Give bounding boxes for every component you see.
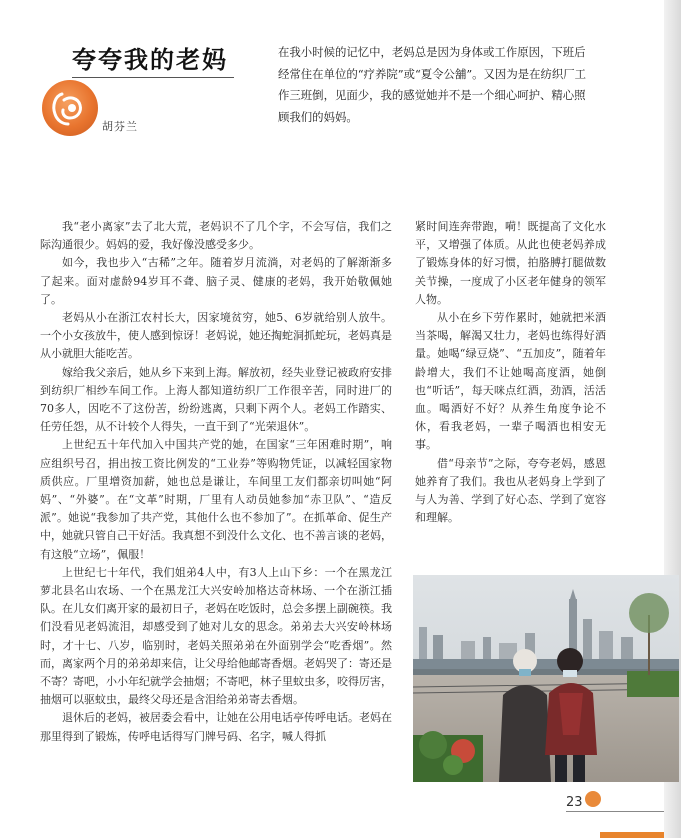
title-underline: [72, 77, 234, 78]
paragraph: 从小在乡下劳作累时，她就把米酒当茶喝，解渴又壮力，老妈也练得好酒量。她喝“绿豆烧”、“五加皮”，随着年龄增大，我们不让她喝高度酒，她倒也“听话”，每天咪点红酒，劲酒，活活血。喝酒好不好？从养生角度争论不休，看我老妈，一辈子喝酒也相安无事。: [415, 311, 606, 452]
paragraph: 如今，我也步入“古稀”之年。随着岁月流淌，对老妈的了解渐渐多了起来。面对虚龄94岁耳不聋、脑子灵、健康的老妈，我开始敬佩她了。: [40, 256, 392, 306]
mother-child-logo-icon: [42, 80, 98, 136]
paragraph: 我“老小离家”去了北大荒，老妈识不了几个字，不会写信，我们之际沟通很少。妈妈的爱，我好像没感受多少。: [40, 220, 392, 252]
footer-rule: [566, 811, 664, 812]
photo-author-with-mother: [413, 575, 679, 782]
paragraph: 退休后的老妈，被居委会看中，让她在公用电话亭传呼电话。老妈在那里得到了锻炼，传呼电话得写门牌号码、名字，喊人得抓: [40, 711, 392, 743]
article-title: 夸夸我的老妈: [72, 45, 228, 74]
paragraph: 上世纪七十年代，我们姐弟4人中，有3人上山下乡：一个在黑龙江萝北县名山农场、一个在黑龙江大兴安岭加格达奇林场、一个在浙江插队。在儿女们离开家的最初日子，老妈在吃饭时，总会多摆上副碗筷。我们没看见老妈流泪，却感受到了她对儿女的思念。弟弟去大兴安岭林场时，才十七、八岁，临别时，老妈关照弟弟在外面别学会“吃香烟”。然而，离家两个月的弟弟却来信，让父母给他邮寄香烟。老妈哭了：寄还是不寄？寄吧，小小年纪就学会抽烟；不寄吧，林子里蚊虫多，咬得厉害，抽烟可以驱蚊虫，最终父母还是含泪给弟弟寄去香烟。: [40, 565, 392, 707]
paragraph: 借“母亲节”之际，夸夸老妈，感恩她养育了我们。我也从老妈身上学到了与人为善、学到了好心态、学到了宽容和理解。: [415, 456, 606, 525]
paragraph: 嫁给我父亲后，她从乡下来到上海。解放初，经失业登记被政府安排到纺织厂相纱车间工作。上海人都知道纺织厂工作很辛苦，同时进厂的70多人，因吃不了这份苦，纷纷逃离，只剩下两个人。老妈工作踏实、任劳任怨，从不计较个人得失，一直干到了“光荣退休”。: [40, 365, 392, 434]
article-column-right: [415, 218, 606, 527]
paragraph: 老妈从小在浙江农村长大，因家境贫穷，她5、6岁就给别人放牛。一个小女孩放牛，使人感到惊讶！老妈说，她还掏蛇洞抓蛇玩，老妈真是从小就胆大能吃苦。: [40, 311, 392, 361]
paragraph: 上世纪五十年代加入中国共产党的她，在国家“三年困难时期”，响应组织号召，捐出按工资比例发的“工业券”等购物凭证，以减轻国家物质供应。厂里增资加薪，她也总是谦让，车间里工友们都亲切叫她“阿妈”、“外婆”。在“文革”时期，厂里有人动员她参加“赤卫队”、“造反派”。她说“我参加了共产党，其他什么也不参加了”。在抓革命、促生产中，她就只管自己干好活。我真想不到没什么文化、也不善言谈的老妈，有这般“立场”，佩服！: [40, 438, 392, 561]
article-column-left: [40, 218, 392, 746]
article-intro: 在我小时候的记忆中，老妈总是因为身体或工作原因，下班后经常住在单位的“疗养院”或“夏令公舖”。又因为是在纺织厂工作三班倒，见面少，我的感觉她并不是一个细心呵护、精心照顾我们的妈妈。: [278, 45, 587, 124]
footer-accent-bar: [600, 832, 664, 838]
author-name: 胡芬兰: [102, 120, 138, 133]
page-number: 23: [566, 795, 583, 810]
page-decoration-icon: [585, 791, 601, 807]
paragraph: 紧时间连奔带跑，嗬！既提高了文化水平，又增强了体质。从此也使老妈养成了锻炼身体的好习惯，拍胳膊打腿做数关节操，一度成了小区老年健身的领军人物。: [415, 220, 606, 306]
